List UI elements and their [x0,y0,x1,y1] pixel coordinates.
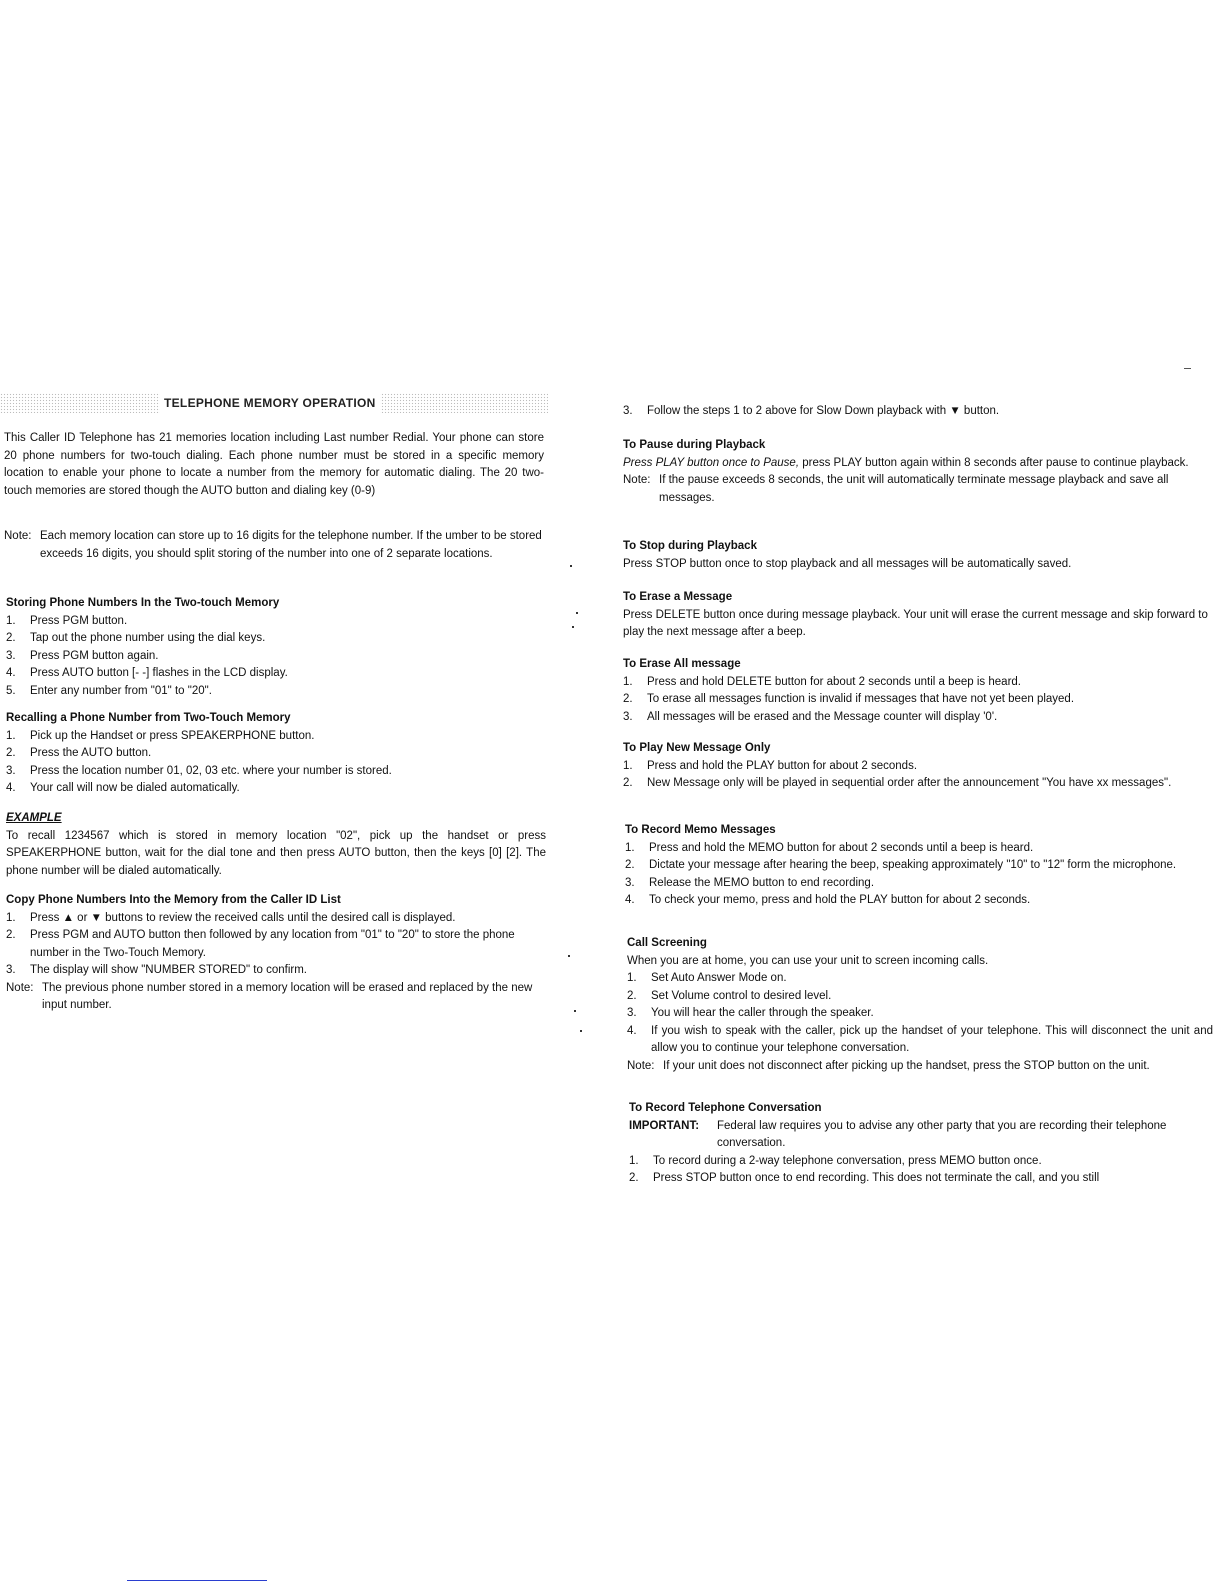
list-item: 2. Dictate your message after hearing the beep, speaking approximately "10" to "12" form the microphone. [625,859,1177,871]
list-item: 4. To check your memo, press and hold the PLAY button for about 2 seconds. [625,894,1031,906]
list-item: 1. Press PGM button. [6,614,128,627]
pause-note: Note: If the pause exceeds 8 seconds, the unit will automatically terminate message playback and save all messages. [623,474,1169,504]
list-item: 3. All messages will be erased and the Message counter will display '0'. [623,710,998,723]
list-item: 2. To erase all messages function is invalid if messages that have not yet been played. [623,693,1075,705]
list-item: 4. If you wish to speak with the caller, pick up the handset of your telephone. This will disconnect the unit and allow you to continue your telephone conversation. [627,1024,1213,1054]
list-item: 1. Press ▲ or ▼ buttons to review the received calls until the desired call is displayed. [6,911,456,924]
list-item: 3. You will hear the caller through the speaker. [627,1007,874,1019]
storing-section [6,595,546,700]
screening-heading: Call Screening [627,937,707,949]
list-item: 2. Press PGM and AUTO button then followed by any location from "01" to "20" to store the phone number in the Two-Touch Memory. [6,929,515,959]
list-item: 5. Enter any number from "01" to "20". [6,684,212,697]
list-item: 1. To record during a 2-way telephone conversation, press MEMO button once. [629,1154,1042,1167]
copy-heading: Copy Phone Numbers Into the Memory from the Caller ID List [6,894,341,906]
scan-speck [576,612,578,614]
example-text: To recall 1234567 which is stored in memory location "02", pick up the handset or press SPEAKERPHONE button, wait for the dial tone and then press AUTO button, then the keys [0] [2]. The phone number will be dialed automatically. [6,829,546,877]
list-item: 4. Press AUTO button [- -] flashes in the LCD display. [6,667,288,679]
scan-speck [574,1010,576,1012]
stop-heading: To Stop during Playback [623,540,757,552]
storing-heading: Storing Phone Numbers In the Two-touch Memory [6,597,280,609]
scan-speck [568,955,570,957]
list-item: 3. Release the MEMO button to end recording. [625,876,875,889]
section-title: TELEPHONE MEMORY OPERATION [160,393,380,413]
copy-note [6,980,548,1015]
list-item: 2. Press the AUTO button. [6,747,152,759]
record-conversation-section [629,1100,1215,1188]
scan-speck [580,1030,582,1032]
copy-section [6,892,548,1015]
slow-down-step: 3. Follow the steps 1 to 2 above for Slow Down playback with ▼ button. [623,405,1000,417]
section-banner [0,393,548,413]
screening-section [627,935,1213,1075]
erase-text: Press DELETE button once during message playback. Your unit will erase the current message and skip forward to play the next message after a beep. [623,608,1208,638]
list-item: 1. Press and hold the PLAY button for about 2 seconds. [623,759,918,772]
stop-section [623,538,1213,573]
list-item: 1. Set Auto Answer Mode on. [627,972,787,984]
memo-heading: To Record Memo Messages [625,824,776,836]
list-item: 1. Press and hold the MEMO button for about 2 seconds until a beep is heard. [625,841,1034,854]
example-heading: EXAMPLE [6,812,62,824]
list-item: 3. Press the location number 01, 02, 03 etc. where your number is stored. [6,764,392,777]
play-new-heading: To Play New Message Only [623,742,771,754]
scan-mark [1184,368,1191,369]
record-conversation-heading: To Record Telephone Conversation [629,1102,822,1114]
screening-intro: When you are at home, you can use your unit to screen incoming calls. [627,954,989,967]
stop-text: Press STOP button once to stop playback and all messages will be automatically saved. [623,557,1072,570]
note-memory-limit [4,528,544,563]
note-label: Note: [6,981,34,994]
recalling-section [6,710,546,798]
scan-speck [572,626,574,628]
note-text: Each memory location can store up to 16 digits for the telephone number. If the umber to be stored exceeds 16 digits, you should split storing of the number into one of 2 separate locations. [40,530,542,560]
recalling-heading: Recalling a Phone Number from Two-Touch Memory [6,712,291,724]
pause-heading: To Pause during Playback [623,439,766,451]
intro-paragraph: This Caller ID Telephone has 21 memories location including Last number Redial. Your phone can store 20 phone numbers for two-touch dialing. Each phone number must be stored in a specific memory location to enable your phone to locate a number from the memory for automatic dialing. The 20 two-touch memories are stored though the AUTO button and dialing key (0-9) [4,432,544,497]
pause-text: Press PLAY button once to Pause, press PLAY button again within 8 seconds after pause to continue playback. [623,456,1189,469]
play-new-section [623,740,1213,793]
pause-section [623,437,1213,507]
important-notice: IMPORTANT: Federal law requires you to advise any other party that you are recording their telephone conversation. [629,1119,1167,1149]
list-item: 2. Set Volume control to desired level. [627,989,832,1002]
note-text: The previous phone number stored in a memory location will be erased and replaced by the new input number. [42,981,533,1011]
memo-section [625,822,1213,910]
list-item: 2. Tap out the phone number using the dial keys. [6,632,266,644]
list-item: 4. Your call will now be dialed automatically. [6,782,240,794]
list-item: 1. Press and hold DELETE button for about 2 seconds until a beep is heard. [623,675,1021,688]
erase-section [623,589,1213,642]
note-label: Note: [4,530,32,542]
erase-all-section [623,656,1213,726]
erase-all-heading: To Erase All message [623,658,741,670]
list-item: 3. The display will show "NUMBER STORED" to confirm. [6,964,307,976]
example-section [6,810,546,880]
list-item: 3. Press PGM button again. [6,649,159,662]
erase-heading: To Erase a Message [623,591,733,603]
list-item: 2. New Message only will be played in sequential order after the announcement "You have xx messages". [623,777,1172,789]
screening-note: Note: If your unit does not disconnect after picking up the handset, press the STOP button on the unit. [627,1059,1150,1072]
list-item: 1. Pick up the Handset or press SPEAKERPHONE button. [6,729,315,742]
scan-speck [570,565,572,567]
list-item: 2. Press STOP button once to end recording. This does not terminate the call, and you still [629,1172,1100,1184]
page-link-underline [127,1580,267,1581]
